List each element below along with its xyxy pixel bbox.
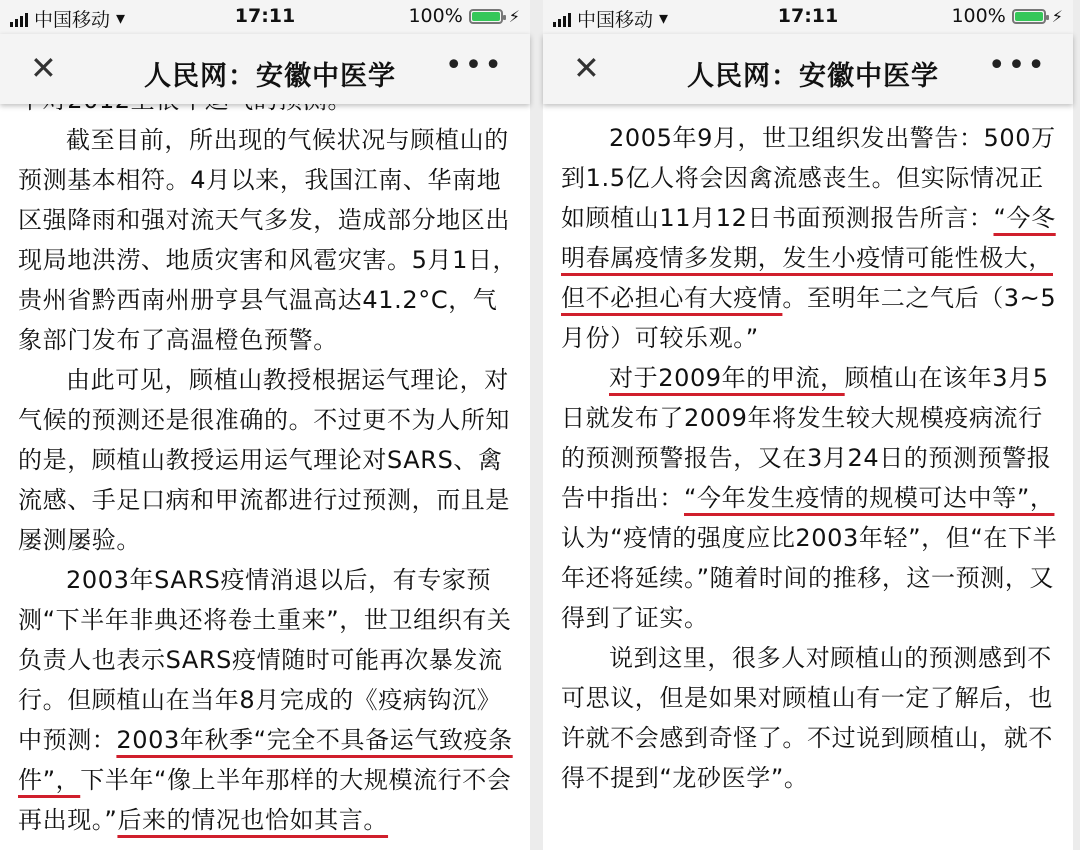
text-span: 下半年“像上半年那样的大规模流行不会再出现。” (18, 766, 512, 834)
text-span: 2003年SARS疫情消退以后，有专家预测“下半年非典还将卷土重来”，世卫组织有关负责人也表示SARS疫情随时可能再次暴发流行。但顾植山在当年8月完成的《疫病钩沉》中预测： (18, 566, 512, 754)
carrier-label: 中国移动 (577, 9, 654, 31)
text-span: 认为“疫情的强度应比2003年轻”，但“在下半年还将延续。”随着时间的推移，这一预测，又得到了证实。 (561, 524, 1058, 632)
bolt-icon: ⚡ (508, 6, 520, 26)
carrier-label: 中国移动 (34, 9, 111, 31)
close-icon[interactable]: ✕ (573, 49, 600, 87)
paragraph: 由此可见，顾植山教授根据运气理论，对气候的预测还是很准确的。不过更不为人所知的是，顾植山教授运用运气理论对SARS、禽流感、手足口病和甲流都进行过预测，而且是屡测屡验。 (18, 366, 510, 554)
battery-percent: 100% (408, 5, 463, 27)
paragraph (561, 118, 1063, 358)
text-span: 。至明年二之气后（3~5月份）可较乐观。” (561, 284, 1057, 352)
article-body (18, 80, 518, 840)
highlighted-quote: 后来的情况也恰如其言。 (117, 806, 389, 834)
article-body (561, 118, 1063, 798)
bolt-icon: ⚡ (1051, 6, 1063, 26)
clock: 17:11 (234, 5, 296, 27)
article-viewport[interactable] (543, 104, 1073, 850)
battery-icon (469, 9, 503, 24)
left-screenshot (0, 0, 530, 850)
text-span: 顾植山在该年3月5日就发布了2009年将发生较大规模疫病流行的预测预警报告，又在3月24日的预测预警报告中指出： (561, 364, 1052, 512)
right-screenshot (543, 0, 1073, 850)
highlighted-quote: “今冬明春属疫情多发期，发生小疫情可能性极大，但不必担心有大疫情 (561, 204, 1056, 312)
page-title: 人民网：安徽中医学 (144, 61, 396, 92)
battery-icon (1012, 9, 1046, 24)
article-viewport[interactable] (0, 104, 530, 850)
page-title: 人民网：安徽中医学 (687, 61, 939, 92)
highlighted-quote: 对于2009年的甲流， (609, 364, 845, 392)
paragraph (18, 560, 518, 840)
nav-bar (0, 34, 530, 104)
status-bar (543, 0, 1073, 34)
nav-bar (543, 34, 1073, 104)
wifi-icon: ▾ (116, 8, 126, 29)
more-icon[interactable]: ••• (987, 48, 1047, 83)
paragraph: 截至目前，所出现的气候状况与顾植山的预测基本相符。4月以来，我国江南、华南地区强降雨和强对流天气多发，造成部分地区出现局地洪涝、地质灾害和风雹灾害。5月1日，贵州省黔西南州册亨县气温高达41.2°C，气象部门发布了高温橙色预警。 (18, 126, 518, 354)
more-icon[interactable]: ••• (444, 48, 504, 83)
close-icon[interactable]: ✕ (30, 49, 57, 87)
paragraph (561, 358, 1063, 638)
status-bar (0, 0, 530, 34)
clock: 17:11 (777, 5, 839, 27)
highlighted-quote: “今年发生疫情的规模可达中等”， (684, 484, 1055, 512)
wifi-icon: ▾ (659, 8, 669, 29)
paragraph: 说到这里，很多人对顾植山的预测感到不可思议，但是如果对顾植山有一定了解后，也许就不会感到奇怪了。不过说到顾植山，就不得不提到“龙砂医学”。 (561, 644, 1053, 792)
text-span: 2005年9月，世卫组织发出警告：500万到1.5亿人将会因禽流感丧生。但实际情况正如顾植山11月12日书面预测报告所言： (561, 124, 1056, 232)
highlighted-quote: 2003年秋季“完全不具备运气致疫条件”， (18, 726, 513, 794)
battery-percent: 100% (951, 5, 1006, 27)
